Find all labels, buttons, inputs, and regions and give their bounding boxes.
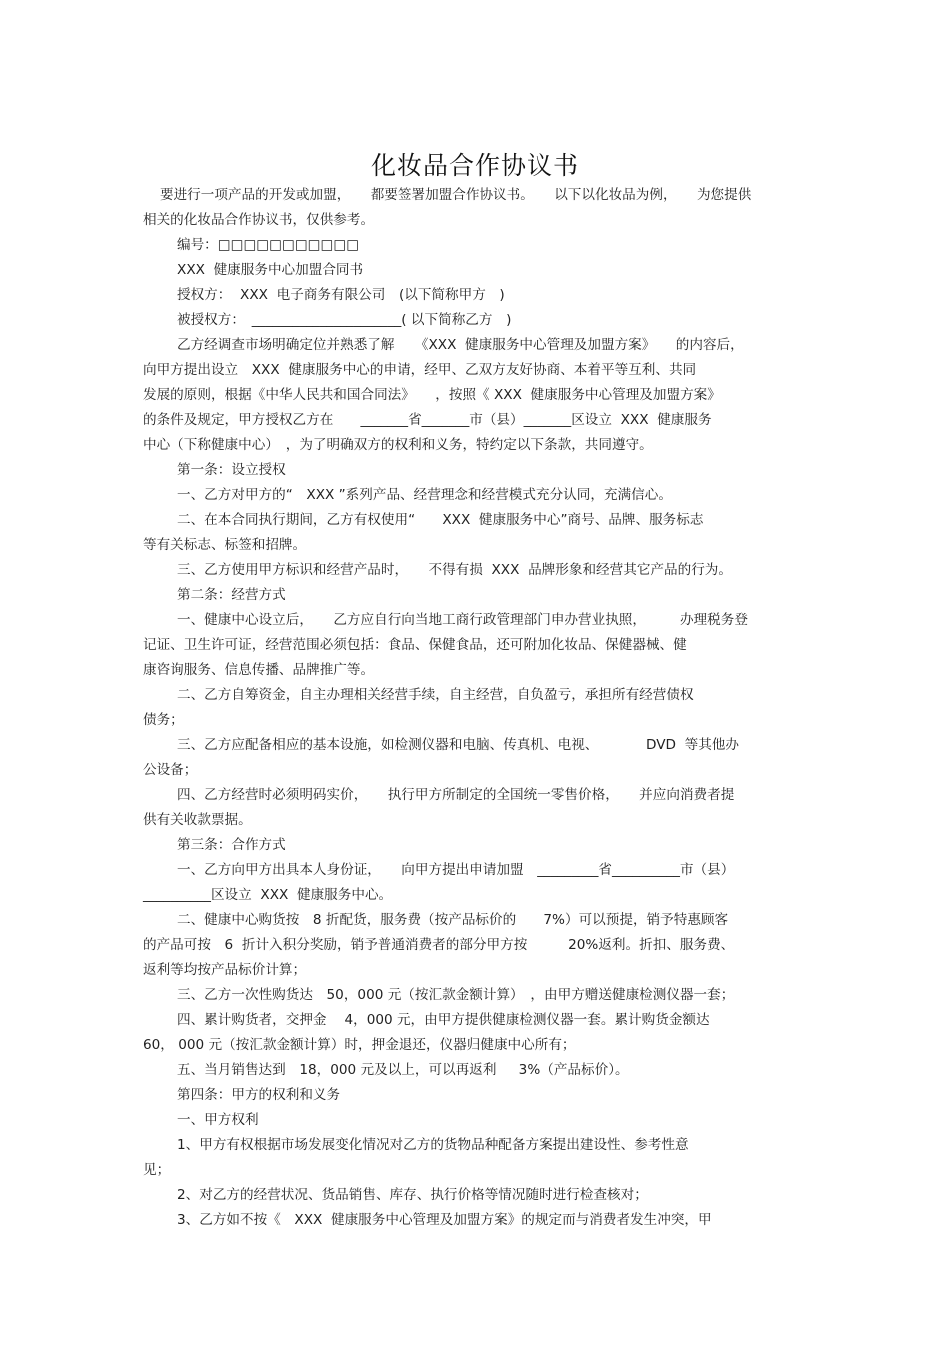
paragraph-line: 编号：□□□□□□□□□□□ <box>177 237 360 253</box>
paragraph-line: 要进行一项产品的开发或加盟， 都要签署加盟合作协议书。 以下以化妆品为例， 为您提供 <box>160 187 752 203</box>
paragraph-line: 返利等均按产品标价计算； <box>143 962 307 978</box>
section-heading: 第四条：甲方的权利和义务 <box>177 1087 341 1103</box>
section-heading: 第三条：合作方式 <box>177 837 286 853</box>
paragraph-line: 等有关标志、标签和招牌。 <box>143 537 307 553</box>
paragraph-line: 四、累计购货者，交押金 4，000 元，由甲方提供健康检测仪器一套。累计购货金额达 <box>177 1012 710 1028</box>
paragraph-line: 二、在本合同执行期间，乙方有权使用“ XXX 健康服务中心”商号、品牌、服务标志 <box>177 512 704 528</box>
paragraph-line: 乙方经调查市场明确定位并熟悉了解 《XXX 健康服务中心管理及加盟方案》 的内容后， <box>177 337 744 353</box>
paragraph-line: 发展的原则，根据《中华人民共和国合同法》 ，按照《 XXX 健康服务中心管理及加盟方案》 <box>143 387 721 403</box>
paragraph-line: __________区设立 XXX 健康服务中心。 <box>143 887 393 903</box>
paragraph-line: 见； <box>143 1162 171 1178</box>
paragraph-line: 的条件及规定，甲方授权乙方在 _______省_______市（县）_______区设立 XXX 健康服务 <box>143 412 712 428</box>
paragraph-line: 60， 000 元（按汇款金额计算）时，押金退还，仪器归健康中心所有； <box>143 1037 576 1053</box>
paragraph-line: 康咨询服务、信息传播、品牌推广等。 <box>143 662 375 678</box>
paragraph-line: 一、甲方权利 <box>177 1112 259 1128</box>
paragraph-line: 相关的化妆品合作协议书，仅供参考。 <box>143 212 375 228</box>
paragraph-line: 中心（下称健康中心） ，为了明确双方的权利和义务，特约定以下条款，共同遵守。 <box>143 437 653 453</box>
paragraph-line: 二、乙方自筹资金，自主办理相关经营手续，自主经营，自负盈亏，承担所有经营债权 <box>177 687 694 703</box>
paragraph-line: 三、乙方使用甲方标识和经营产品时， 不得有损 XXX 品牌形象和经营其它产品的行为。 <box>177 562 732 578</box>
paragraph-line: 供有关收款票据。 <box>143 812 252 828</box>
paragraph-line: 一、乙方对甲方的“ XXX ”系列产品、经营理念和经营模式充分认同，充满信心。 <box>177 487 672 503</box>
section-heading: 第二条：经营方式 <box>177 587 286 603</box>
paragraph-line: 记证、卫生许可证，经营范围必须包括：食品、保健食品，还可附加化妆品、保健器械、健 <box>143 637 687 653</box>
paragraph-line: 债务； <box>143 712 184 728</box>
paragraph-line: 一、健康中心设立后， 乙方应自行向当地工商行政管理部门申办营业执照， 办理税务登 <box>177 612 748 628</box>
paragraph-line: 3、乙方如不按《 XXX 健康服务中心管理及加盟方案》的规定而与消费者发生冲突，甲 <box>177 1212 712 1228</box>
paragraph-line: 一、乙方向甲方出具本人身份证， 向甲方提出申请加盟 _________省__________市（县） <box>177 862 735 878</box>
paragraph-line: 五、当月销售达到 18，000 元及以上，可以再返利 3%（产品标价）。 <box>177 1062 629 1078</box>
paragraph-line: 授权方： XXX 电子商务有限公司 (以下简称甲方 ) <box>177 287 505 303</box>
paragraph-line: 向甲方提出设立 XXX 健康服务中心的申请，经甲、乙双方友好协商、本着平等互利、共同 <box>143 362 697 378</box>
paragraph-line: 二、健康中心购货按 8 折配货，服务费（按产品标价的 7%）可以预提，销予特惠顾客 <box>177 912 729 928</box>
section-heading: 第一条：设立授权 <box>177 462 286 478</box>
paragraph-line: XXX 健康服务中心加盟合同书 <box>177 262 364 278</box>
paragraph-line: 四、乙方经营时必须明码实价， 执行甲方所制定的全国统一零售价格， 并应向消费者提 <box>177 787 735 803</box>
paragraph-line: 的产品可按 6 折计入积分奖励，销予普通消费者的部分甲方按 20%返利。折扣、服务费、 <box>143 937 735 953</box>
document-title: 化妆品合作协议书 <box>370 151 579 180</box>
paragraph-line: 1、甲方有权根据市场发展变化情况对乙方的货物品种配备方案提出建设性、参考性意 <box>177 1137 689 1153</box>
paragraph-line: 三、乙方一次性购货达 50，000 元（按汇款金额计算） ，由甲方赠送健康检测仪器一套； <box>177 987 735 1003</box>
paragraph-line: 2、对乙方的经营状况、货品销售、库存、执行价格等情况随时进行检查核对； <box>177 1187 648 1203</box>
paragraph-line: 公设备； <box>143 762 198 778</box>
paragraph-line: 三、乙方应配备相应的基本设施，如检测仪器和电脑、传真机、电视、 DVD 等其他办 <box>177 737 739 753</box>
paragraph-line: 被授权方： ______________________( 以下简称乙方 ) <box>177 312 512 328</box>
